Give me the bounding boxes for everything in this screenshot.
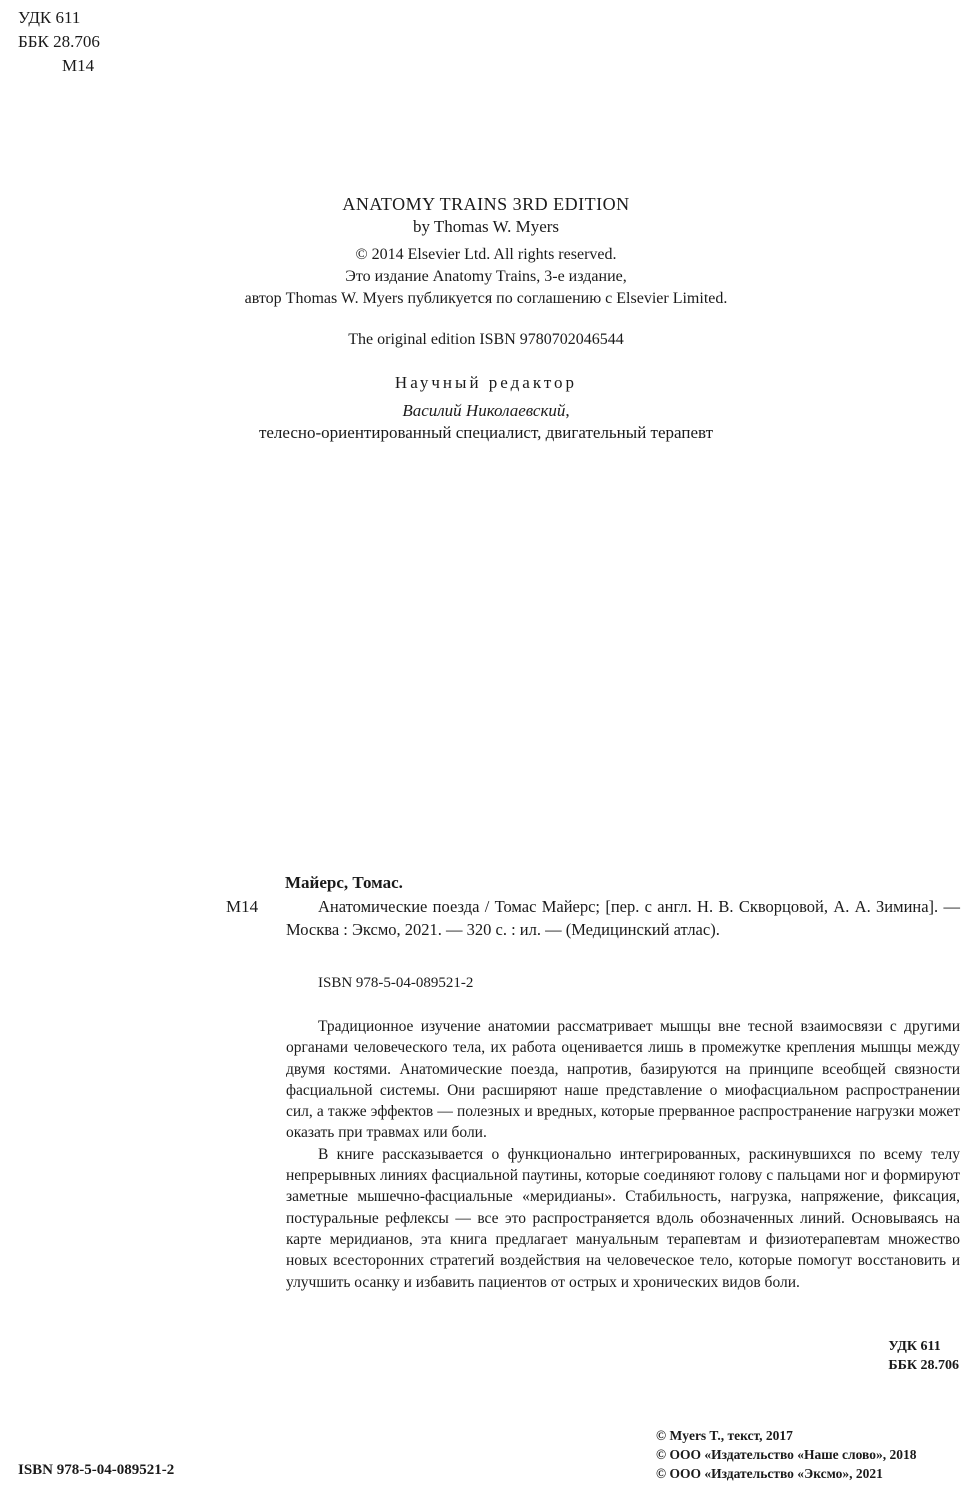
annotation-paragraph-2: В книге рассказывается о функционально интегрированных, раскинувшихся по всему телу непрерывных линиях фасциальной паутины, которые соединяют голову с пальцами ног и формируют заметные мышечно-фасциальные «меридианы». Стабильность, нагрузка, напряжение, фиксация, постуральные рефлексы — все это распространяется вдоль обозначенных линий. Основываясь на карте меридианов, эта книга предлагает мануальным терапевтам и физиотерапевтам множество новых всесторонних стратегий воздействия на человеческое тело, которые помогут восстановить и улучшить осанку и избавить пациентов от острых и хронических видов боли. [286, 1145, 960, 1291]
author-mark: М14 [62, 56, 95, 75]
bottom-isbn: ISBN 978-5-04-089521-2 [18, 1462, 175, 1478]
editor-role: телесно-ориентированный специалист, двигательный терапевт [258, 423, 714, 442]
udk-code: УДК 611 [18, 8, 81, 27]
license-line-1: Это издание Anatomy Trains, 3-е издание, [345, 268, 627, 285]
bib-author: Майерс, Томас. [285, 873, 403, 892]
bib-isbn: ISBN 978-5-04-089521-2 [318, 975, 474, 991]
copyright-line: © Myers T., текст, 2017 [656, 1428, 793, 1443]
copyright-line: © ООО «Издательство «Наше слово», 2018 [656, 1447, 917, 1462]
original-copyright: © 2014 Elsevier Ltd. All rights reserved. [355, 246, 617, 263]
original-edition-block [0, 193, 972, 351]
bottom-classification [888, 1337, 959, 1375]
bib-author-mark: М14 [226, 897, 259, 916]
bbk-code: ББК 28.706 [18, 32, 100, 51]
original-title: ANATOMY TRAINS 3RD EDITION [342, 194, 630, 214]
license-line-2: автор Thomas W. Myers публикуется по соглашению с Elsevier Limited. [244, 290, 728, 307]
original-author: by Thomas W. Myers [412, 217, 560, 236]
annotation-paragraph-1: Традиционное изучение анатомии рассматривает мышцы вне тесной взаимосвязи с другими органами человеческого тела, их работа оценивается лишь в промежутке крепления мышцы между двумя костями. Анатомические поезда, напротив, базируются на принципе всеобщей связности фасциальной системы. Они расширяют наше представление о миофасциальном распространении сил, а также эффектов — полезных и вредных, которые прерванное распространение нагрузки может оказать при травмах или боли. [286, 1018, 960, 1142]
editor-block [0, 372, 972, 444]
annotation [286, 1016, 960, 1293]
original-isbn: The original edition ISBN 9780702046544 [348, 331, 624, 348]
editor-name-line [0, 400, 972, 422]
bib-description: Анатомические поезда / Томас Майерс; [пер. с англ. Н. В. Скворцовой, А. А. Зимина]. — Москва : Эксмо, 2021. — 320 с. : ил. — (Медицинский атлас). [286, 897, 960, 939]
editor-name-suffix: , [565, 401, 570, 420]
editor-name: Василий Николаевский [402, 401, 566, 420]
bottom-bbk: ББК 28.706 [888, 1358, 959, 1373]
bottom-udk: УДК 611 [888, 1339, 941, 1354]
editor-heading: Научный редактор [394, 373, 578, 392]
top-classification [18, 6, 100, 78]
copyright-list [656, 1426, 916, 1483]
copyright-line: © ООО «Издательство «Эксмо», 2021 [656, 1466, 883, 1481]
